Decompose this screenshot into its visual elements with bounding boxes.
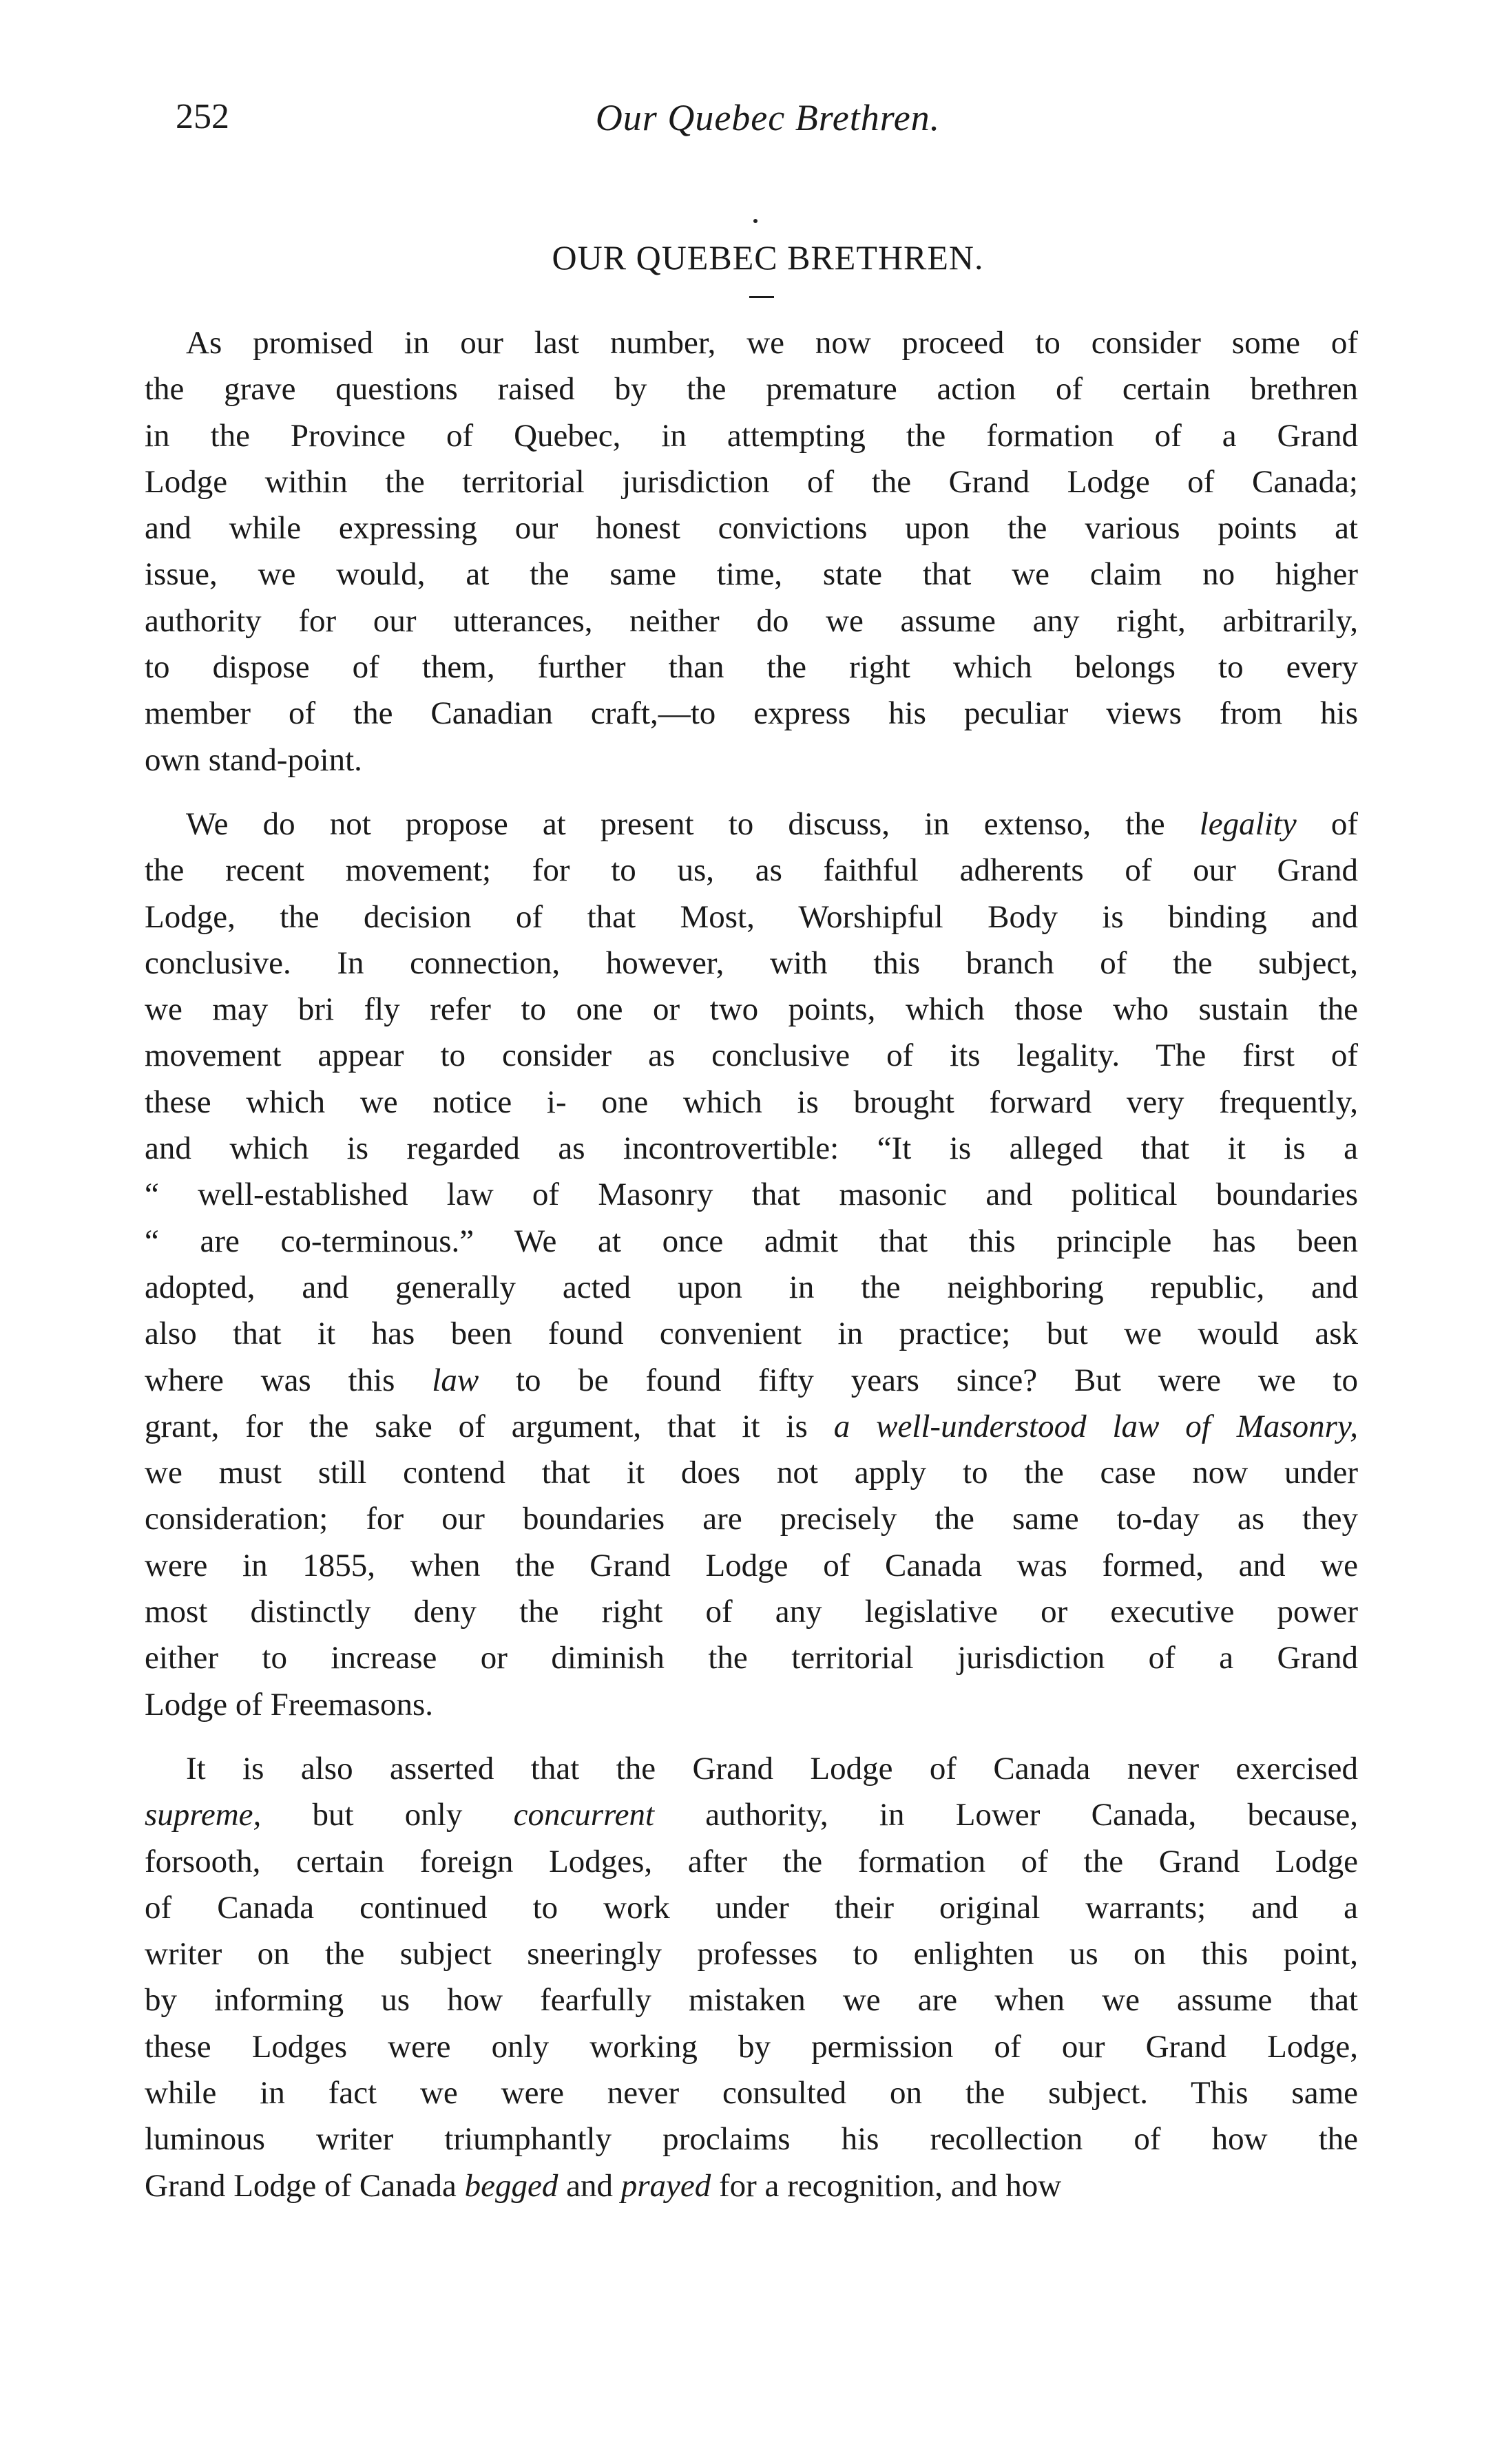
text-line: Lodge, the decision of that Most, Worshipful Body is binding and — [145, 898, 1358, 935]
text-line: and which is regarded as incontrovertible: “It is alleged that it is a — [145, 1130, 1358, 1167]
text-line: It is also asserted that the Grand Lodge of Canada never exercised — [186, 1750, 1358, 1787]
title-rule — [749, 296, 774, 298]
text-line: As promised in our last number, we now proceed to consider some of — [186, 325, 1358, 361]
text-line: we must still contend that it does not apply to the case now under — [145, 1455, 1358, 1491]
page-number: 252 — [176, 97, 229, 136]
text-line: supreme, but only concurrent authority, in Lower Canada, because, — [145, 1797, 1358, 1833]
text-line: these which we notice i- one which is brought forward very frequently, — [145, 1084, 1358, 1120]
text-line: We do not propose at present to discuss, in extenso, the legality of — [186, 805, 1358, 842]
paragraph — [145, 1746, 1358, 2209]
text-line: own stand-point. — [145, 741, 362, 778]
text-line: Grand Lodge of Canada begged and prayed for a recognition, and how — [145, 2167, 1062, 2204]
text-line: “ are co-terminous.” We at once admit that this principle has been — [145, 1223, 1358, 1259]
text-line: issue, we would, at the same time, state that we claim no higher — [145, 556, 1358, 593]
text-line: while in fact we were never consulted on the subject. This same — [145, 2074, 1358, 2111]
text-line: to dispose of them, further than the right which belongs to every — [145, 649, 1358, 686]
text-line: most distinctly deny the right of any legislative or executive power — [145, 1594, 1358, 1630]
text-line: we may bri fly refer to one or two points, which those who sustain the — [145, 991, 1358, 1028]
text-line: grant, for the sake of argument, that it is a well-understood law of Masonry, — [145, 1408, 1358, 1444]
text-line: where was this law to be found fifty years since? But were we to — [145, 1362, 1358, 1398]
text-line: writer on the subject sneeringly professes to enlighten us on this point, — [145, 1936, 1358, 1972]
italic-text: law — [432, 1362, 479, 1398]
text-line: movement appear to consider as conclusive of its legality. The first of — [145, 1038, 1358, 1074]
italic-text: supreme, — [145, 1797, 262, 1833]
text-line: conclusive. In connection, however, with this branch of the subject, — [145, 945, 1358, 981]
article-body — [145, 320, 1358, 2209]
text-line: authority for our utterances, neither do we assume any right, arbitrarily, — [145, 602, 1358, 639]
italic-text: legality — [1199, 805, 1297, 842]
running-head — [176, 96, 1360, 158]
text-line: “ well-established law of Masonry that masonic and political boundaries — [145, 1177, 1358, 1213]
text-line: also that it has been found convenient in practice; but we would ask — [145, 1316, 1358, 1352]
text-line: the grave questions raised by the premature action of certain brethren — [145, 371, 1358, 408]
article-title: OUR QUEBEC BRETHREN. — [552, 238, 984, 277]
text-line: and while expressing our honest convictions upon the various points at — [145, 510, 1358, 547]
italic-text: concurrent — [513, 1797, 655, 1833]
text-line: by informing us how fearfully mistaken we are when we assume that — [145, 1982, 1358, 2019]
italic-text: begged — [464, 2167, 558, 2204]
text-line: in the Province of Quebec, in attempting the formation of a Grand — [145, 417, 1358, 454]
text-line: adopted, and generally acted upon in the neighboring republic, and — [145, 1269, 1358, 1305]
paragraph — [145, 320, 1358, 783]
text-line: these Lodges were only working by permission of our Grand Lodge, — [145, 2028, 1358, 2065]
italic-text: prayed — [620, 2167, 711, 2204]
text-line: Lodge within the territorial jurisdiction of the Grand Lodge of Canada; — [145, 463, 1358, 500]
running-title: Our Quebec Brethren. — [595, 97, 941, 138]
text-line: consideration; for our boundaries are precisely the same to-day as they — [145, 1501, 1358, 1537]
text-line: either to increase or diminish the territorial jurisdiction of a Grand — [145, 1640, 1358, 1676]
text-line: were in 1855, when the Grand Lodge of Canada was formed, and we — [145, 1547, 1358, 1583]
italic-text: a well-understood law of Masonry, — [833, 1408, 1358, 1444]
text-line: luminous writer triumphantly proclaims his recollection of how the — [145, 2121, 1358, 2158]
text-line: Lodge of Freemasons. — [145, 1686, 433, 1723]
paragraph — [145, 801, 1358, 1728]
text-line: of Canada continued to work under their original warrants; and a — [145, 1889, 1358, 1926]
print-speck — [753, 219, 758, 223]
text-line: forsooth, certain foreign Lodges, after the formation of the Grand Lodge — [145, 1843, 1358, 1879]
text-line: member of the Canadian craft,—to express his peculiar views from his — [145, 695, 1358, 732]
text-line: the recent movement; for to us, as faithful adherents of our Grand — [145, 852, 1358, 889]
